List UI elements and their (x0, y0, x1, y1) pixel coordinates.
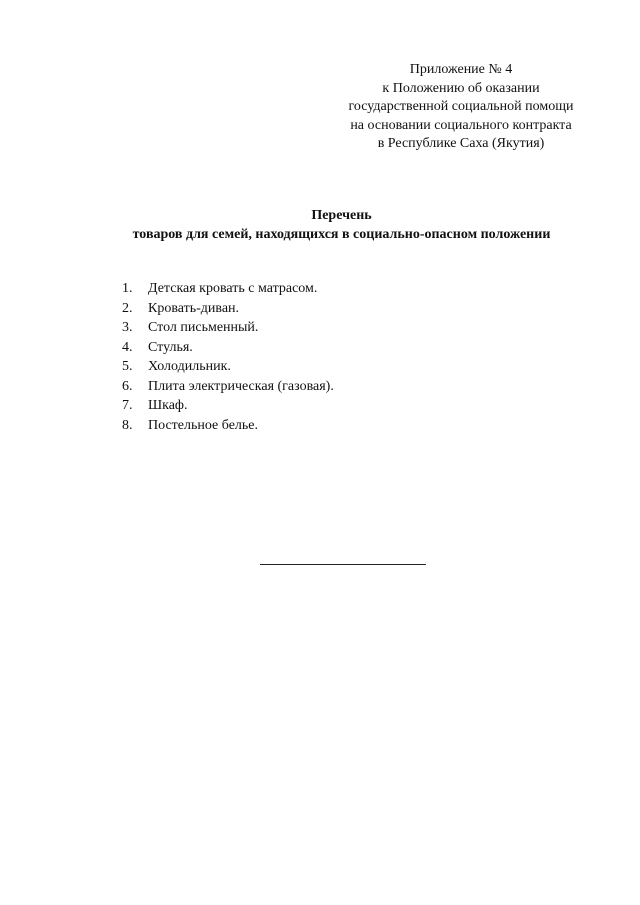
list-item (122, 357, 334, 377)
list-item (122, 416, 334, 436)
list-item-number: 8. (122, 417, 133, 433)
list-item-text: Шкаф. (148, 398, 188, 413)
title-subheading: товаров для семей, находящихся в социально-опасном положении (132, 227, 551, 242)
appendix-reference-line: в Республике Саха (Якутия) (377, 136, 545, 151)
list-item-text: Холодильник. (148, 359, 231, 374)
list-item-number: 2. (122, 300, 133, 316)
appendix-header (320, 61, 602, 154)
list-item-text: Стол письменный. (148, 320, 259, 335)
title-heading: Перечень (311, 208, 372, 223)
list-item-number: 4. (122, 339, 133, 355)
list-item (122, 396, 334, 416)
list-item (122, 377, 334, 397)
list-item (122, 279, 334, 299)
appendix-reference-line: к Положению об оказании (382, 80, 540, 96)
appendix-number: Приложение № 4 (409, 62, 513, 77)
list-item-text: Постельное белье. (148, 417, 258, 433)
list-item-number: 5. (122, 359, 133, 374)
list-item (122, 318, 334, 338)
list-item-number: 1. (122, 281, 133, 296)
list-item (122, 338, 334, 358)
document-title (0, 206, 640, 244)
list-item-number: 7. (122, 398, 133, 413)
list-item (122, 299, 334, 319)
list-item-text: Детская кровать с матрасом. (148, 281, 318, 296)
list-item-text: Стулья. (148, 339, 193, 355)
list-item-text: Кровать-диван. (148, 300, 240, 316)
list-item-text: Плита электрическая (газовая). (148, 378, 334, 394)
goods-list (122, 279, 334, 435)
appendix-reference-line: на основании социального контракта (350, 117, 572, 133)
list-item-number: 3. (122, 320, 133, 335)
list-item-number: 6. (122, 378, 133, 394)
appendix-reference-line: государственной социальной помощи (348, 99, 574, 114)
end-separator-line (260, 564, 426, 565)
